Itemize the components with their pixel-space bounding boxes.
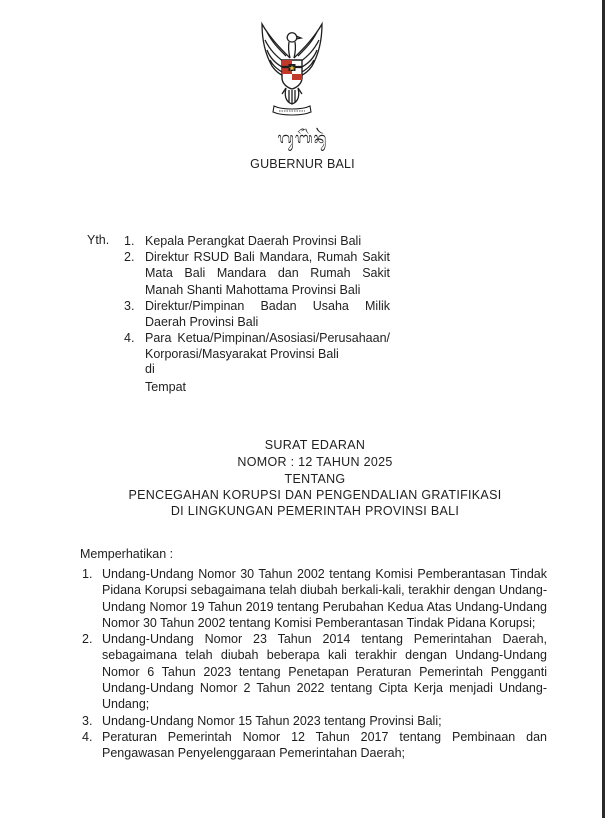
document-type: SURAT EDARAN (264, 438, 366, 452)
recipient-list (124, 233, 390, 363)
list-item (82, 729, 547, 762)
list-item-text: Undang-Undang Nomor 23 Tahun 2014 tentang Pemerintahan Daerah, sebagaimana telah diubah beberapa kali terakhir dengan Undang-Undang Nomor 6 Tahun 2023 tentang Penetapan Peraturan Pemerintah Pengganti Undang-Undang Nomor 2 Tahun 2022 tentang Cipta Kerja menjadi Undang-Undang; (102, 632, 547, 712)
list-item-text: Direktur RSUD Bali Mandara, Rumah Sakit Mata Bali Mandara dan Rumah Sakit Manah Shanti Mahottama Provinsi Bali (145, 250, 390, 297)
list-item-text: Undang-Undang Nomor 15 Tahun 2023 tentang Provinsi Bali; (102, 713, 442, 728)
list-item-text: Kepala Perangkat Daerah Provinsi Bali (145, 234, 362, 248)
list-number: 4. (82, 729, 93, 744)
list-item (82, 631, 547, 712)
document-number: NOMOR : 12 TAHUN 2025 (237, 455, 393, 469)
balinese-script-title: ᬕᬸᬩᭂᬃᬦᬸᬃ (277, 129, 328, 147)
document-subject-line-1: PENCEGAHAN KORUPSI DAN PENGENDALIAN GRATIFIKASI (128, 488, 502, 502)
garuda-emblem-icon (256, 18, 328, 122)
list-item-text: Undang-Undang Nomor 30 Tahun 2002 tentang Komisi Pemberantasan Tindak Pidana Korupsi sebagaimana telah diubah berkali-kali, terakhir dengan Undang-Undang Nomor 19 Tahun 2019 tentang Perubahan Kedua Atas Undang-Undang Nomor 30 Tahun 2002 tentang Komisi Pemberantasan Tindak Pidana Korupsi; (102, 567, 547, 630)
considering-list (82, 566, 547, 762)
list-number: 1. (82, 567, 93, 581)
document-subject-line-2: DI LINGKUNGAN PEMERINTAH PROVINSI BALI (170, 504, 460, 518)
list-number: 2. (82, 632, 93, 647)
list-item (124, 298, 390, 330)
list-number: 3. (124, 298, 135, 313)
list-number: 2. (124, 250, 135, 265)
considering-label: Memperhatikan : (80, 547, 174, 561)
list-item-text: Peraturan Pemerintah Nomor 12 Tahun 2017 tentang Pembinaan dan Pengawasan Penyelenggaraan Pemerintahan Daerah; (102, 729, 547, 761)
list-number: 3. (82, 713, 93, 728)
list-item (82, 713, 547, 729)
list-number: 4. (124, 331, 135, 346)
list-number: 1. (124, 234, 135, 248)
list-item (82, 566, 547, 631)
list-item (124, 249, 390, 298)
recipient-preposition: di (145, 362, 155, 376)
salutation: Yth. (87, 233, 110, 247)
recipient-place: Tempat (145, 380, 186, 394)
document-about: TENTANG (284, 472, 346, 486)
institution-name: GUBERNUR BALI (250, 157, 355, 171)
list-item (124, 330, 390, 362)
list-item-text: Direktur/Pimpinan Badan Usaha Milik Daerah Provinsi Bali (145, 298, 390, 330)
list-item-text: Para Ketua/Pimpinan/Asosiasi/Perusahaan/ Korporasi/Masyarakat Provinsi Bali (145, 331, 390, 362)
list-item (124, 233, 390, 249)
